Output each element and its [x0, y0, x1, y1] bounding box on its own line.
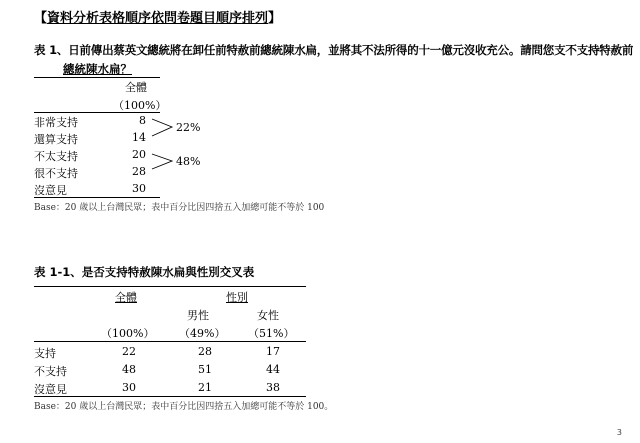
table2-cell-female: 44 [266, 363, 280, 376]
heading-text: 資料分析表格順序依問卷題目順序排列 [47, 11, 269, 26]
table1-row-label: 沒意見 [34, 184, 67, 197]
heading-close-bracket: 】 [268, 11, 282, 26]
table1-row-label: 很不支持 [34, 167, 78, 180]
table2-pct-total: （100%） [101, 327, 155, 340]
table1-top-rule [34, 77, 160, 78]
table1-title-cont: 總統陳水扁？ [63, 62, 132, 76]
section-heading [34, 7, 281, 26]
table2-bottom-rule [34, 396, 306, 397]
table1-row-label: 不太支持 [34, 150, 78, 163]
table2-row-label: 支持 [34, 347, 56, 360]
table2-top-rule [34, 286, 306, 287]
oppose-group-bracket [152, 154, 172, 169]
table1-column-header: 全體 [125, 81, 147, 94]
table2-cell-female: 38 [266, 381, 280, 394]
heading-open-bracket: 【 [34, 11, 48, 26]
table1-row-label: 還算支持 [34, 133, 78, 146]
table2-cell-total: 30 [122, 381, 136, 394]
table2-cell-male: 28 [198, 345, 212, 358]
table2-header-rule [34, 341, 306, 342]
table2-cell-male: 51 [198, 363, 212, 376]
table2-cell-total: 22 [122, 345, 136, 358]
table1-row-value: 14 [132, 131, 146, 144]
page-number: 3 [616, 428, 622, 437]
table1-row-value: 30 [132, 182, 146, 195]
table2-col-male: 男性 [187, 309, 209, 322]
table2-pct-female: （51%） [248, 327, 295, 340]
table1-bottom-rule [34, 197, 160, 198]
table1-row-value: 20 [132, 148, 146, 161]
table1-base-note: Base：20 歲以上台灣民眾；表中百分比因四捨五入加總可能不等於 100 [34, 203, 325, 213]
table1-title: 表 1、日前傳出蔡英文總統將在卸任前特赦前總統陳水扁，並將其不法所得的十一億元沒收充公。請問您支不支持特赦前 [34, 43, 634, 57]
table2-row-label: 沒意見 [34, 383, 67, 396]
table1-row-value: 28 [132, 165, 146, 178]
table2-base-note: Base：20 歲以上台灣民眾；表中百分比因四捨五入加總可能不等於 100。 [34, 402, 334, 412]
table2-col-total: 全體 [115, 291, 137, 304]
table2-cell-female: 17 [266, 345, 280, 358]
table1-row-value: 8 [139, 114, 146, 127]
table2-col-gender: 性別 [226, 291, 248, 304]
table2-col-female: 女性 [257, 309, 279, 322]
table2-cell-male: 21 [198, 381, 212, 394]
table2-title: 表 1-1、是否支持特赦陳水扁與性別交叉表 [34, 265, 255, 279]
table1-column-sub: （100%） [113, 99, 167, 112]
table2-pct-male: （49%） [179, 327, 226, 340]
table2-row-label: 不支持 [34, 365, 67, 378]
table2-cell-total: 48 [122, 363, 136, 376]
table1-group-support: 22% [176, 121, 201, 134]
table1-header-rule [34, 112, 160, 113]
support-group-bracket [152, 119, 172, 136]
table1-group-oppose: 48% [176, 155, 201, 168]
table1-row-label: 非常支持 [34, 116, 78, 129]
